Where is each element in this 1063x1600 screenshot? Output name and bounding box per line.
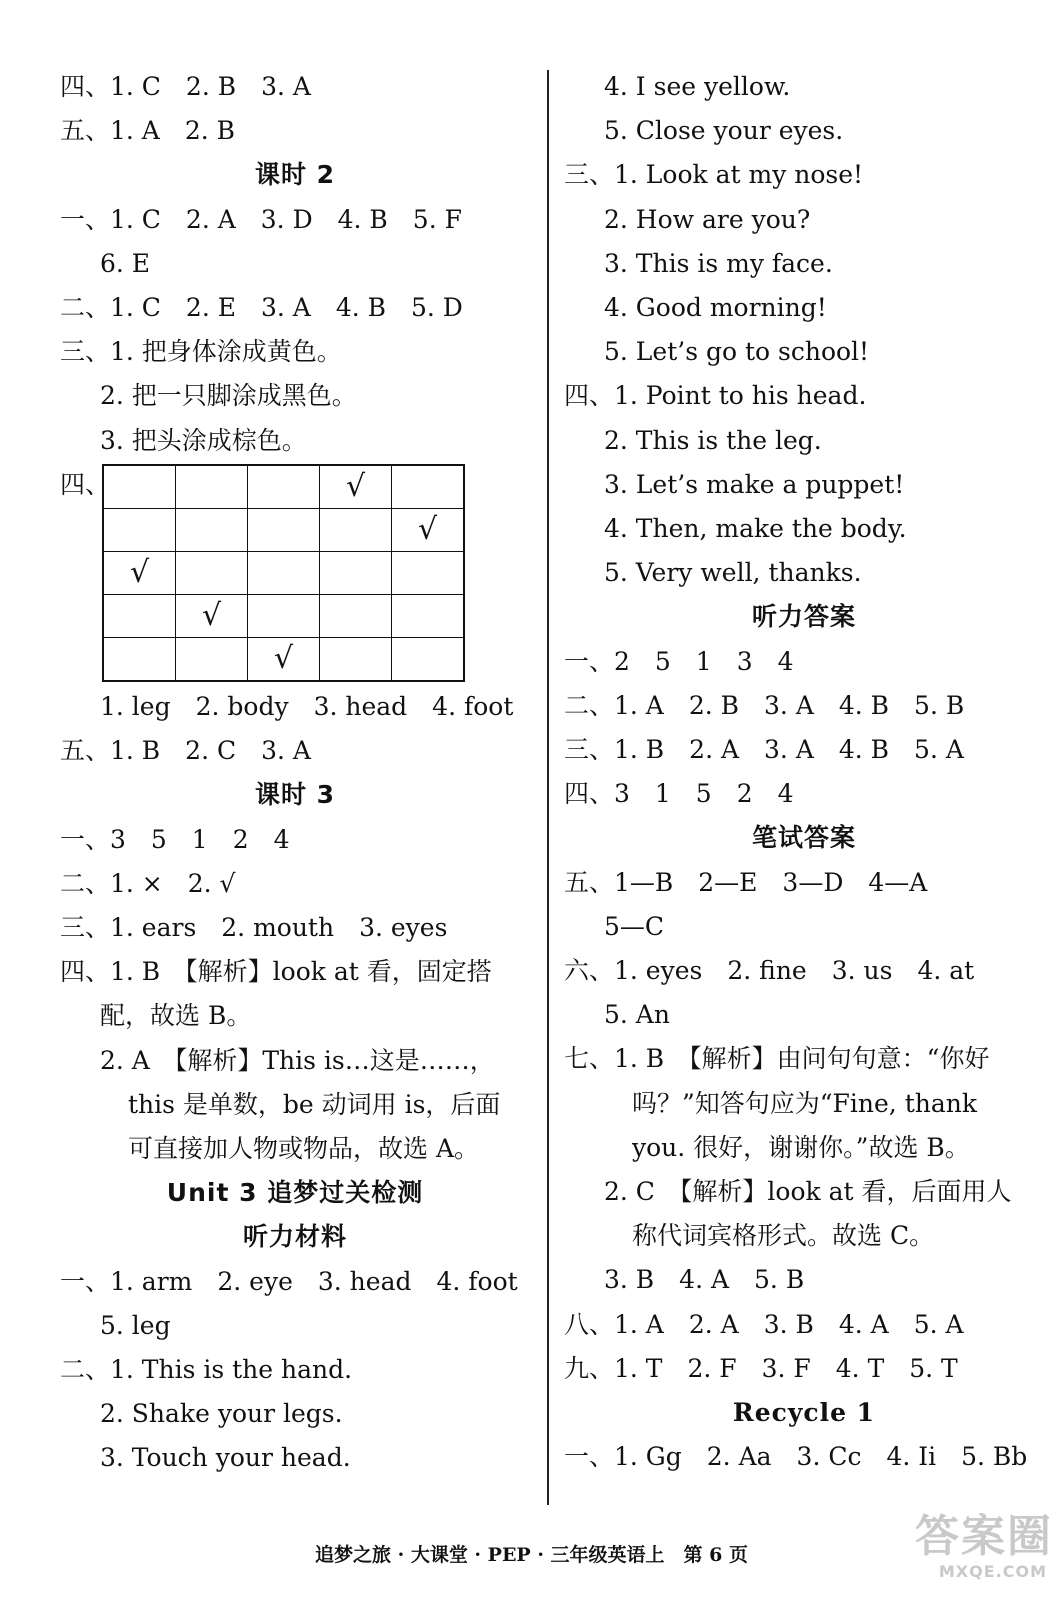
- grid-cell: [320, 509, 392, 552]
- check-mark: √: [392, 509, 465, 552]
- answer-line: 三、1. ears 2. mouth 3. eyes: [60, 913, 448, 942]
- answer-line: 2. 把一只脚涂成黑色。: [100, 381, 357, 411]
- grid-cell: [248, 509, 320, 552]
- answer-line: 6. E: [100, 248, 151, 278]
- section-heading: 笔试答案: [751, 823, 856, 853]
- answer-line: 5. leg: [100, 1310, 171, 1340]
- answer-line: 5. Very well, thanks.: [604, 558, 862, 588]
- answer-line: 一、3 5 1 2 4: [60, 824, 290, 854]
- watermark-text: 答案圈: [915, 1511, 1053, 1562]
- column-divider: [547, 70, 549, 1505]
- answer-line: 三、1. Look at my nose!: [564, 160, 864, 190]
- answer-line: 三、1. B 2. A 3. A 4. B 5. A: [564, 735, 964, 764]
- answer-line: 2. This is the leg.: [604, 425, 822, 455]
- answer-line: 3. 把头涂成棕色。: [100, 425, 307, 455]
- page-footer: 追梦之旅 · 大课堂 · PEP · 三年级英语上 第 6 页: [314, 1544, 749, 1566]
- grid-row: [103, 465, 464, 509]
- answer-line: 可直接加人物或物品，故选 A。: [128, 1134, 480, 1163]
- answer-line: 4. Then, make the body.: [604, 514, 907, 543]
- grid-cell: [103, 595, 176, 638]
- answer-line: you. 很好，谢谢你。”故选 B。: [632, 1132, 970, 1162]
- section-heading: 课时 2: [254, 160, 336, 190]
- section-heading: 听力材料: [242, 1222, 347, 1252]
- answer-line: 称代词宾格形式。故选 C。: [632, 1221, 935, 1251]
- answer-line: 四、1. B 【解析】look at 看，固定搭: [60, 957, 492, 987]
- grid-cell: [392, 465, 465, 509]
- watermark-url: MXQE.COM: [938, 1562, 1047, 1581]
- answer-line: 四、3 1 5 2 4: [564, 779, 794, 809]
- check-grid: [102, 464, 465, 682]
- answer-line: 5. Close your eyes.: [604, 116, 844, 146]
- check-mark: √: [320, 465, 392, 509]
- answer-line: 2. How are you?: [604, 204, 811, 234]
- grid-question-label: 四、: [60, 470, 111, 499]
- answer-line: 5. Let’s go to school!: [604, 337, 870, 367]
- answer-line: 五、1. B 2. C 3. A: [60, 736, 311, 766]
- grid-cell: [392, 552, 465, 595]
- answer-line: 五、1—B 2—E 3—D 4—A: [564, 867, 928, 897]
- answer-line: 3. Let’s make a puppet!: [604, 469, 905, 499]
- answer-line: 五、1. A 2. B: [60, 116, 236, 146]
- answer-line: 5—C: [604, 911, 665, 941]
- answer-line: 六、1. eyes 2. fine 3. us 4. at: [564, 956, 975, 985]
- answer-line: 3. Touch your head.: [100, 1443, 351, 1473]
- grid-cell: [103, 465, 176, 509]
- grid-cell: [320, 595, 392, 638]
- grid-cell: [320, 552, 392, 595]
- grid-cell: [248, 595, 320, 638]
- answer-line: 配，故选 B。: [100, 1001, 252, 1031]
- grid-cell: [176, 465, 248, 509]
- answer-line: 九、1. T 2. F 3. F 4. T 5. T: [564, 1353, 958, 1383]
- answer-line: 八、1. A 2. A 3. B 4. A 5. A: [564, 1309, 964, 1339]
- answer-line: this 是单数，be 动词用 is，后面: [128, 1089, 501, 1119]
- answer-line: 2. A 【解析】This is…这是……，: [100, 1045, 495, 1075]
- grid-cell: [320, 638, 392, 682]
- answer-line: 二、1. × 2. √: [60, 868, 236, 898]
- answer-line: 5. An: [604, 1000, 670, 1030]
- section-heading: 课时 3: [254, 780, 336, 810]
- answer-line: 吗？”知答句应为“Fine, thank: [632, 1088, 977, 1118]
- grid-cell: [248, 552, 320, 595]
- section-heading: 听力答案: [751, 602, 856, 632]
- answer-line: 一、2 5 1 3 4: [564, 646, 794, 676]
- section-heading: Unit 3 追梦过关检测: [166, 1178, 424, 1208]
- answer-line: 一、1. Gg 2. Aa 3. Cc 4. Ii 5. Bb: [564, 1442, 1028, 1472]
- grid-cell: [176, 638, 248, 682]
- answer-line: 二、1. This is the hand.: [60, 1355, 353, 1384]
- grid-cell: [248, 465, 320, 509]
- answer-line: 一、1. arm 2. eye 3. head 4. foot: [60, 1266, 518, 1296]
- answer-line: 1. leg 2. body 3. head 4. foot: [100, 692, 514, 721]
- answer-line: 3. B 4. A 5. B: [604, 1265, 805, 1295]
- section-heading: Recycle 1: [732, 1398, 876, 1427]
- answer-line: 一、1. C 2. A 3. D 4. B 5. F: [60, 204, 462, 234]
- grid-row: [103, 509, 464, 552]
- grid-cell: [103, 638, 176, 682]
- grid-cell: [392, 595, 465, 638]
- answer-line: 三、1. 把身体涂成黄色。: [60, 337, 342, 367]
- check-mark: √: [176, 595, 248, 638]
- grid-cell: [103, 509, 176, 552]
- answer-line: 4. I see yellow.: [604, 72, 791, 101]
- answer-line: 四、1. C 2. B 3. A: [60, 72, 311, 101]
- grid-cell: [176, 509, 248, 552]
- answer-line: 二、1. A 2. B 3. A 4. B 5. B: [564, 690, 965, 720]
- answer-line: 2. C 【解析】look at 看，后面用人: [604, 1177, 1012, 1206]
- answer-line: 二、1. C 2. E 3. A 4. B 5. D: [60, 293, 463, 322]
- watermark-logo: [903, 1500, 1053, 1590]
- grid-row: [103, 552, 464, 595]
- check-mark: √: [103, 552, 176, 595]
- answer-line: 2. Shake your legs.: [100, 1399, 343, 1429]
- grid-row: [103, 595, 464, 638]
- answer-line: 4. Good morning!: [604, 293, 827, 322]
- answer-line: 四、1. Point to his head.: [564, 381, 867, 411]
- grid-cell: [176, 552, 248, 595]
- grid-cell: [392, 638, 465, 682]
- answer-line: 七、1. B 【解析】由问句句意：“你好: [564, 1044, 990, 1074]
- check-mark: √: [248, 638, 320, 682]
- answer-line: 3. This is my face.: [604, 248, 833, 278]
- grid-row: [103, 638, 464, 682]
